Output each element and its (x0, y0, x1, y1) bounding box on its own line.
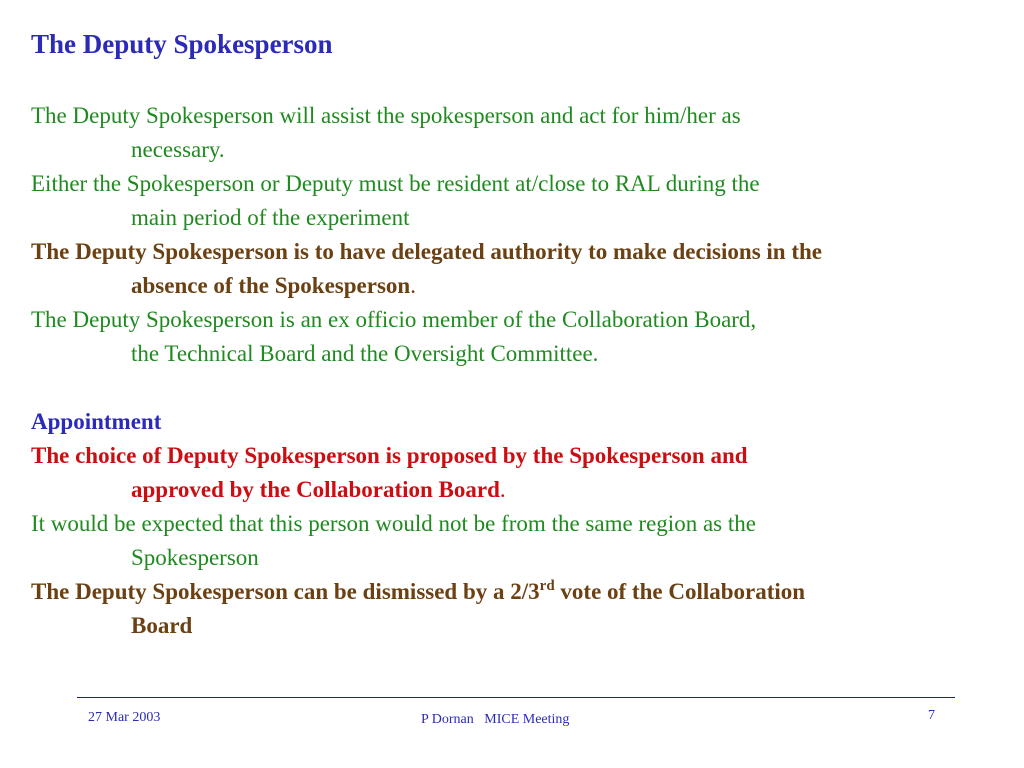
paragraph-line: Spokesperson (131, 545, 259, 570)
paragraph-region (31, 507, 756, 575)
footer-page-number: 7 (928, 708, 935, 723)
paragraph-line: vote of the Collaboration (554, 579, 806, 604)
paragraph-line: The Deputy Spokesperson is an ex officio member of the Collaboration Board, (31, 307, 757, 332)
paragraph-delegated-authority (31, 235, 822, 303)
paragraph-line: Either the Spokesperson or Deputy must be resident at/close to RAL during the (31, 171, 760, 196)
paragraph-line: necessary. (131, 137, 225, 162)
paragraph-period: . (499, 477, 506, 502)
paragraph-line: Board (131, 613, 193, 638)
paragraph-line: absence of the Spokesperson (131, 273, 411, 298)
paragraph-dismissal (31, 575, 805, 643)
paragraph-line: The Deputy Spokesperson can be dismissed by a 2/3 (31, 579, 540, 604)
appointment-heading: Appointment (31, 409, 162, 434)
superscript-rd: rd (539, 578, 555, 594)
slide-title: The Deputy Spokesperson (31, 29, 333, 59)
paragraph-line: The choice of Deputy Spokesperson is proposed by the Spokesperson and (31, 443, 748, 468)
paragraph-line: The Deputy Spokesperson is to have delegated authority to make decisions in the (31, 239, 822, 264)
paragraph-line: It would be expected that this person would not be from the same region as the (31, 511, 756, 536)
paragraph-line: The Deputy Spokesperson will assist the spokesperson and act for him/her as (31, 103, 741, 128)
paragraph-residence (31, 167, 760, 235)
paragraph-period: . (410, 273, 416, 298)
paragraph-line: approved by the Collaboration Board (131, 477, 500, 502)
paragraph-assist (31, 99, 741, 167)
footer-author-meeting: P Dornan MICE Meeting (421, 712, 570, 727)
footer-date: 27 Mar 2003 (88, 710, 161, 725)
footer-divider (77, 697, 955, 698)
paragraph-ex-officio (31, 303, 756, 371)
paragraph-line: the Technical Board and the Oversight Committee. (131, 341, 599, 366)
paragraph-choice (31, 439, 748, 507)
paragraph-line: main period of the experiment (131, 205, 410, 230)
